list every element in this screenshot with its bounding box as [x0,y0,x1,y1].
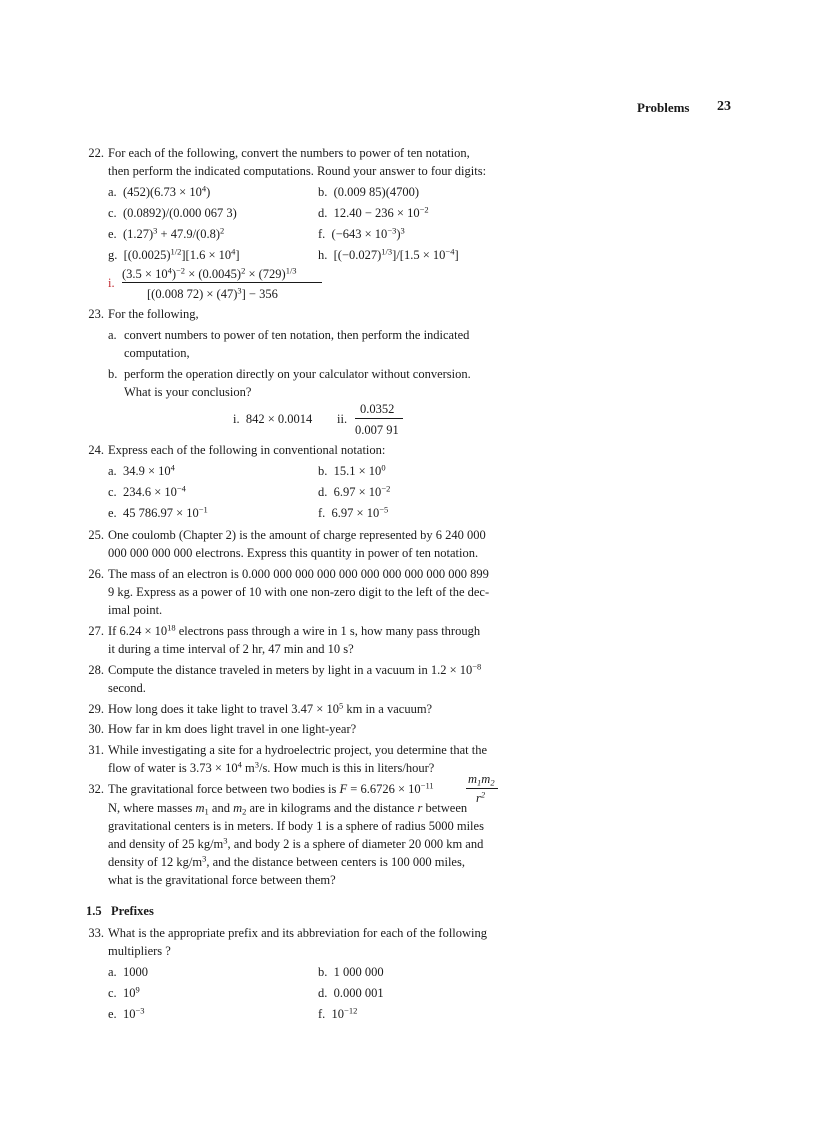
p22-item-d: d. $12.40 - 236 \times 10^{-2}$ [318,204,429,220]
problem-31-line-1: While investigating a site for a hydroelectric project, you determine that the [108,743,488,757]
p23-item-b-label: b. [108,367,118,381]
p32-fraction-denominator: $r^2$ [476,789,486,805]
p33-item-b: b. 1 000 000 [318,965,384,979]
problem-number-23: 23. [88,307,104,321]
problem-number-25: 25. [88,528,104,542]
p23-subitem-ii-fraction-bar [355,418,403,419]
p24-item-d: d. $6.97 \times 10^{-2}$ [318,483,391,499]
p24-item-e: e. 45 $786.97 \times 10^{-1}$ [108,504,208,520]
problem-22-line-2: then perform the indicated computations. Round your answer to four digits: [108,164,487,178]
problem-32-line-1: The gravitational force between two bodies is $F = 6.6726 \times 10^{-11}$ [108,780,434,796]
problem-number-33: 33. [88,926,104,940]
p33-item-c: c. $10^9$ [108,984,140,1000]
problem-25-line-2: 000 000 000 000 electrons. Express this quantity in power of ten notation. [108,546,479,560]
problem-28-line-2: second. [108,681,146,695]
p32-fraction-numerator: $m_1m_2$ [468,772,495,788]
p23-item-b-line-2: What is your conclusion? [124,385,252,399]
problem-number-31: 31. [88,743,104,757]
problem-31-line-2: flow of water is $3.73 \times 10^4$ $m^3/s$. How much is this in liters/hour? [108,759,435,775]
problem-22-line-1: For each of the following, convert the numbers to power of ten notation, [108,146,470,160]
p33-item-e: e. $10^{-3}$ [108,1005,145,1021]
p23-item-a-label: a. [108,328,117,342]
problem-number-22: 22. [88,146,104,160]
problem-24-text: Express each of the following in conventional notation: [108,443,386,457]
p33-item-d: d. 0.000 001 [318,986,384,1000]
problem-number-28: 28. [88,663,104,677]
problem-26-line-1: The mass of an electron is 0.000 000 000 000 000 000 000 000 000 000 899 [108,567,489,581]
problem-25-line-1: One coulomb (Chapter 2) is the amount of charge represented by 6 240 000 [108,528,486,542]
problem-33-line-1: What is the appropriate prefix and its abbreviation for each of the following [108,926,488,940]
p23-subitem-ii-denominator: 0.007 91 [355,423,399,437]
problem-33-line-2: multipliers ? [108,944,171,958]
problem-number-30: 30. [88,722,104,736]
problem-27-line-2: it during a time interval of 2 hr, 47 min and 10 s? [108,642,354,656]
p22-item-i-denominator: [(0.008 $72) \times (47)^3] - 356$ [147,285,278,301]
problem-30-text: How far in km does light travel in one light-year? [108,722,357,736]
problem-number-32: 32. [88,782,104,796]
problem-32-line-2: N, where masses $m_1$ and $m_2$ are in kilograms and the distance r between [108,801,468,817]
p33-item-a: a. 1000 [108,965,148,979]
p24-item-b: b. $15.1 \times 10^0$ [318,462,386,478]
problem-29-text: How long does it take light to travel $3.47 \times 10^5$ km in a vacuum? [108,700,433,716]
p24-item-c: c. $234.6 \times 10^{-4}$ [108,483,186,499]
p22-item-i-label: i. [108,276,115,290]
p23-subitem-ii-label: ii. [337,412,348,426]
p23-item-b-line-1: perform the operation directly on your calculator without conversion. [124,367,471,381]
p33-item-f: f. $10^{-12}$ [318,1005,358,1021]
p23-item-a-line-1: convert numbers to power of ten notation, then perform the indicated [124,328,470,342]
p22-item-a: a. $(452)(6.73 \times 10^4)$ [108,183,211,199]
running-header-title: Problems [637,100,690,115]
p22-item-i-numerator: $(3.5 \times 10^4)^{-2} \times (0.0045)^2 \times (729)^{1/3}$ [122,265,297,281]
problem-number-27: 27. [88,624,104,638]
problem-number-26: 26. [88,567,104,581]
problem-number-24: 24. [88,443,104,457]
p23-subitem-i: i. 842 × 0.0014 [233,412,313,426]
p23-item-a-line-2: computation, [124,346,190,360]
problem-23-intro: For the following, [108,307,199,321]
p22-item-e: e. $(1.27)^3 + 47.9/(0.8)^2$ [108,225,225,241]
problem-32-line-4: and density of 25 $kg/m^3$, and body 2 is a sphere of diameter 20 000 km and [108,835,484,851]
problem-number-29: 29. [88,702,104,716]
p24-item-f: f. $6.97 \times 10^{-5}$ [318,504,389,520]
p23-subitem-ii-numerator: 0.0352 [360,402,395,416]
problem-32-line-5: density of 12 $kg/m^3$, and the distance between centers is 100 000 miles, [108,853,465,869]
problem-32-line-3: gravitational centers is in meters. If body 1 is a sphere of radius 5000 miles [108,819,484,833]
section-heading: 1.5 Prefixes [86,904,154,918]
page-number: 23 [717,99,731,114]
p22-item-h: h. $[(-0.027)^{1/3}]/[1.5 \times 10^{-4}]$ [318,246,459,262]
p22-item-i-fraction-bar [122,282,322,283]
problem-28-line-1: Compute the distance traveled in meters by light in a vacuum in $1.2 \times 10^{-8}$ [108,661,482,677]
p22-item-f: f. $(-643 \times 10^{-3})^3$ [318,225,405,241]
problem-32-line-6: what is the gravitational force between them? [108,873,336,887]
p22-item-b: b. (0.009 85)(4700) [318,185,420,199]
p22-item-g: g. $[(0.0025)^{1/2}][1.6 \times 10^4]$ [108,246,240,262]
problem-26-line-2: 9 kg. Express as a power of 10 with one non-zero digit to the left of the dec- [108,585,490,599]
p24-item-a: a. $34.9 \times 10^4$ [108,462,175,478]
problem-26-line-3: imal point. [108,603,163,617]
problem-27-line-1: If $6.24 \times 10^{18}$ electrons pass through a wire in 1 s, how many pass through [108,622,481,638]
p22-item-c: c. (0.0892)/(0.000 067 3) [108,206,237,220]
